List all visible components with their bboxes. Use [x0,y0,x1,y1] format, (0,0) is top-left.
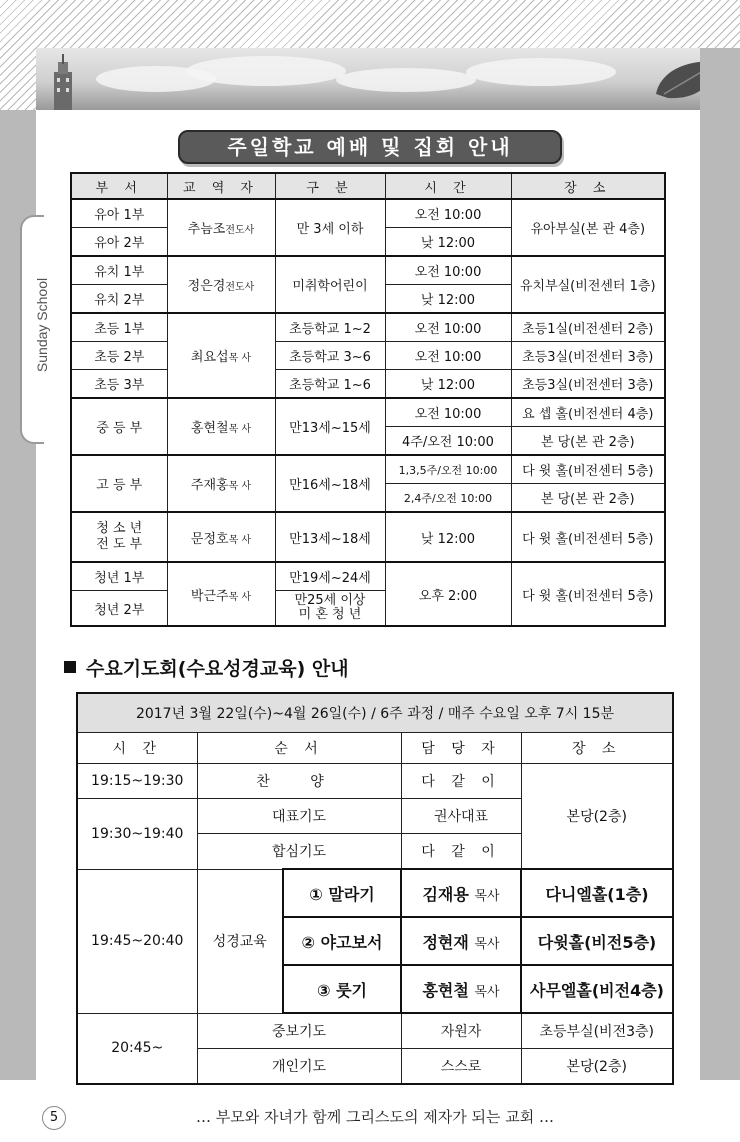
time-cell: 오전 10:00 [385,256,511,285]
time-cell: 오전 10:00 [385,199,511,228]
leader-cell: 추늠조전도사 [167,199,275,256]
table-row [77,869,673,917]
place-cell: 요 셉 홀(비전센터 4층) [511,398,665,427]
place-cell: 유아부실(본 관 4층) [511,199,665,256]
leader-cell: 최요섭목 사 [167,313,275,398]
sunday-schedule-table [70,172,666,627]
place-cell: 다 윗 홀(비전센터 5층) [511,562,665,626]
header-time: 시 간 [385,173,511,199]
header-category: 구 분 [275,173,385,199]
time-cell: 오후 2:00 [385,562,511,626]
header-order: 순 서 [197,733,401,764]
table-row [77,1013,673,1049]
time-cell: 오전 10:00 [385,342,511,370]
place-cell: 본당(2층) [521,1049,673,1085]
order-cell: 중보기도 [197,1013,401,1049]
category-cell: 초등학교 1~2 [275,313,385,342]
dept-cell: 청년 1부 [71,562,167,591]
footer-motto: … 부모와 자녀가 함께 그리스도의 제자가 되는 교회 … [196,1108,554,1126]
time-cell: 19:45~20:40 [77,869,197,1013]
order-cell: 대표기도 [197,799,401,834]
place-cell: 다니엘홀(1층) [521,869,673,917]
table-row [71,370,665,399]
header-person: 담 당 자 [401,733,521,764]
sub-course-cell: ② 야고보서 [283,917,401,965]
place-cell: 유치부실(비전센터 1층) [511,256,665,313]
place-cell: 본당(2층) [521,764,673,870]
dept-cell: 초등 2부 [71,342,167,370]
right-bar [700,48,740,1080]
time-cell: 4주/오전 10:00 [385,427,511,456]
time-cell: 20:45~ [77,1013,197,1084]
table-row [71,256,665,285]
place-cell: 초등1실(비전센터 2층) [511,313,665,342]
table-row [71,455,665,484]
dept-cell: 유치 2부 [71,285,167,314]
leaf-icon [646,54,700,104]
table-header-row [71,173,665,199]
person-cell: 김재용 목사 [401,869,521,917]
table-row [71,313,665,342]
place-cell: 초등3실(비전센터 3층) [511,370,665,399]
bullet-square-icon [64,661,76,673]
time-cell: 낮 12:00 [385,370,511,399]
side-label: Sunday School [34,277,50,373]
sub-course-cell: ③ 룻기 [283,965,401,1013]
dept-cell: 중 등 부 [71,398,167,455]
category-cell: 초등학교 3~6 [275,342,385,370]
info-cell: 2017년 3월 22일(수)~4월 26일(수) / 6주 과정 / 매주 수요일 오후 7시 15분 [77,693,673,733]
leader-cell: 주재홍목 사 [167,455,275,512]
header-dept: 부 서 [71,173,167,199]
header-place: 장 소 [521,733,673,764]
place-cell: 본 당(본 관 2층) [511,427,665,456]
leader-cell: 박근주목 사 [167,562,275,626]
dept-cell: 청년 2부 [71,591,167,627]
category-cell: 초등학교 1~6 [275,370,385,399]
category-cell: 만16세~18세 [275,455,385,512]
table-row [77,764,673,799]
time-cell: 19:30~19:40 [77,799,197,870]
dept-cell: 초등 1부 [71,313,167,342]
time-cell: 19:15~19:30 [77,764,197,799]
place-cell: 초등부실(비전3층) [521,1013,673,1049]
leader-cell: 문정호목 사 [167,512,275,562]
table-row [71,398,665,427]
place-cell: 다 윗 홀(비전센터 5층) [511,455,665,484]
order-cell: 성경교육 [197,869,283,1013]
category-cell: 만13세~15세 [275,398,385,455]
leader-cell: 정은경전도사 [167,256,275,313]
dept-cell: 초등 3부 [71,370,167,399]
dept-cell: 청 소 년 전 도 부 [71,512,167,562]
order-cell: 개인기도 [197,1049,401,1085]
person-cell: 다 같 이 [401,834,521,870]
sub-course-cell: ① 말라기 [283,869,401,917]
person-cell: 정현재 목사 [401,917,521,965]
time-cell: 오전 10:00 [385,313,511,342]
order-cell: 합심기도 [197,834,401,870]
building-icon [48,54,78,110]
dept-cell: 유아 2부 [71,228,167,257]
time-cell: 낮 12:00 [385,512,511,562]
order-cell: 찬 양 [197,764,401,799]
category-cell: 만 3세 이하 [275,199,385,256]
category-cell: 만19세~24세 [275,562,385,591]
page-title: 주일학교 예배 및 집회 안내 [178,130,562,164]
person-cell: 스스로 [401,1049,521,1085]
time-cell: 낮 12:00 [385,228,511,257]
table-row [71,199,665,228]
header-leader: 교 역 자 [167,173,275,199]
table-row [71,512,665,562]
person-cell: 자원자 [401,1013,521,1049]
header-time: 시 간 [77,733,197,764]
dept-cell: 고 등 부 [71,455,167,512]
category-cell: 미취학어린이 [275,256,385,313]
category-cell: 만13세~18세 [275,512,385,562]
dept-cell: 유아 1부 [71,199,167,228]
place-cell: 사무엘홀(비전4층) [521,965,673,1013]
time-cell: 1,3,5주/오전 10:00 [385,455,511,484]
person-cell: 홍현철 목사 [401,965,521,1013]
info-row [77,693,673,733]
place-cell: 다 윗 홀(비전센터 5층) [511,512,665,562]
side-tab [20,215,50,444]
table-header-row [77,733,673,764]
table-row [71,342,665,370]
category-cell: 만25세 이상 미 혼 청 년 [275,591,385,627]
page-number: 5 [42,1106,66,1130]
header-place: 장 소 [511,173,665,199]
time-cell: 2,4주/오전 10:00 [385,484,511,513]
leader-cell: 홍현철목 사 [167,398,275,455]
time-cell: 오전 10:00 [385,398,511,427]
place-cell: 다윗홀(비전5층) [521,917,673,965]
table-row [71,562,665,591]
wednesday-section-title: 수요기도회(수요성경교육) 안내 [64,654,349,681]
person-cell: 권사대표 [401,799,521,834]
place-cell: 본 당(본 관 2층) [511,484,665,513]
wednesday-schedule-table [76,692,674,1085]
time-cell: 낮 12:00 [385,285,511,314]
banner-image [36,48,700,110]
place-cell: 초등3실(비전센터 3층) [511,342,665,370]
dept-cell: 유치 1부 [71,256,167,285]
person-cell: 다 같 이 [401,764,521,799]
